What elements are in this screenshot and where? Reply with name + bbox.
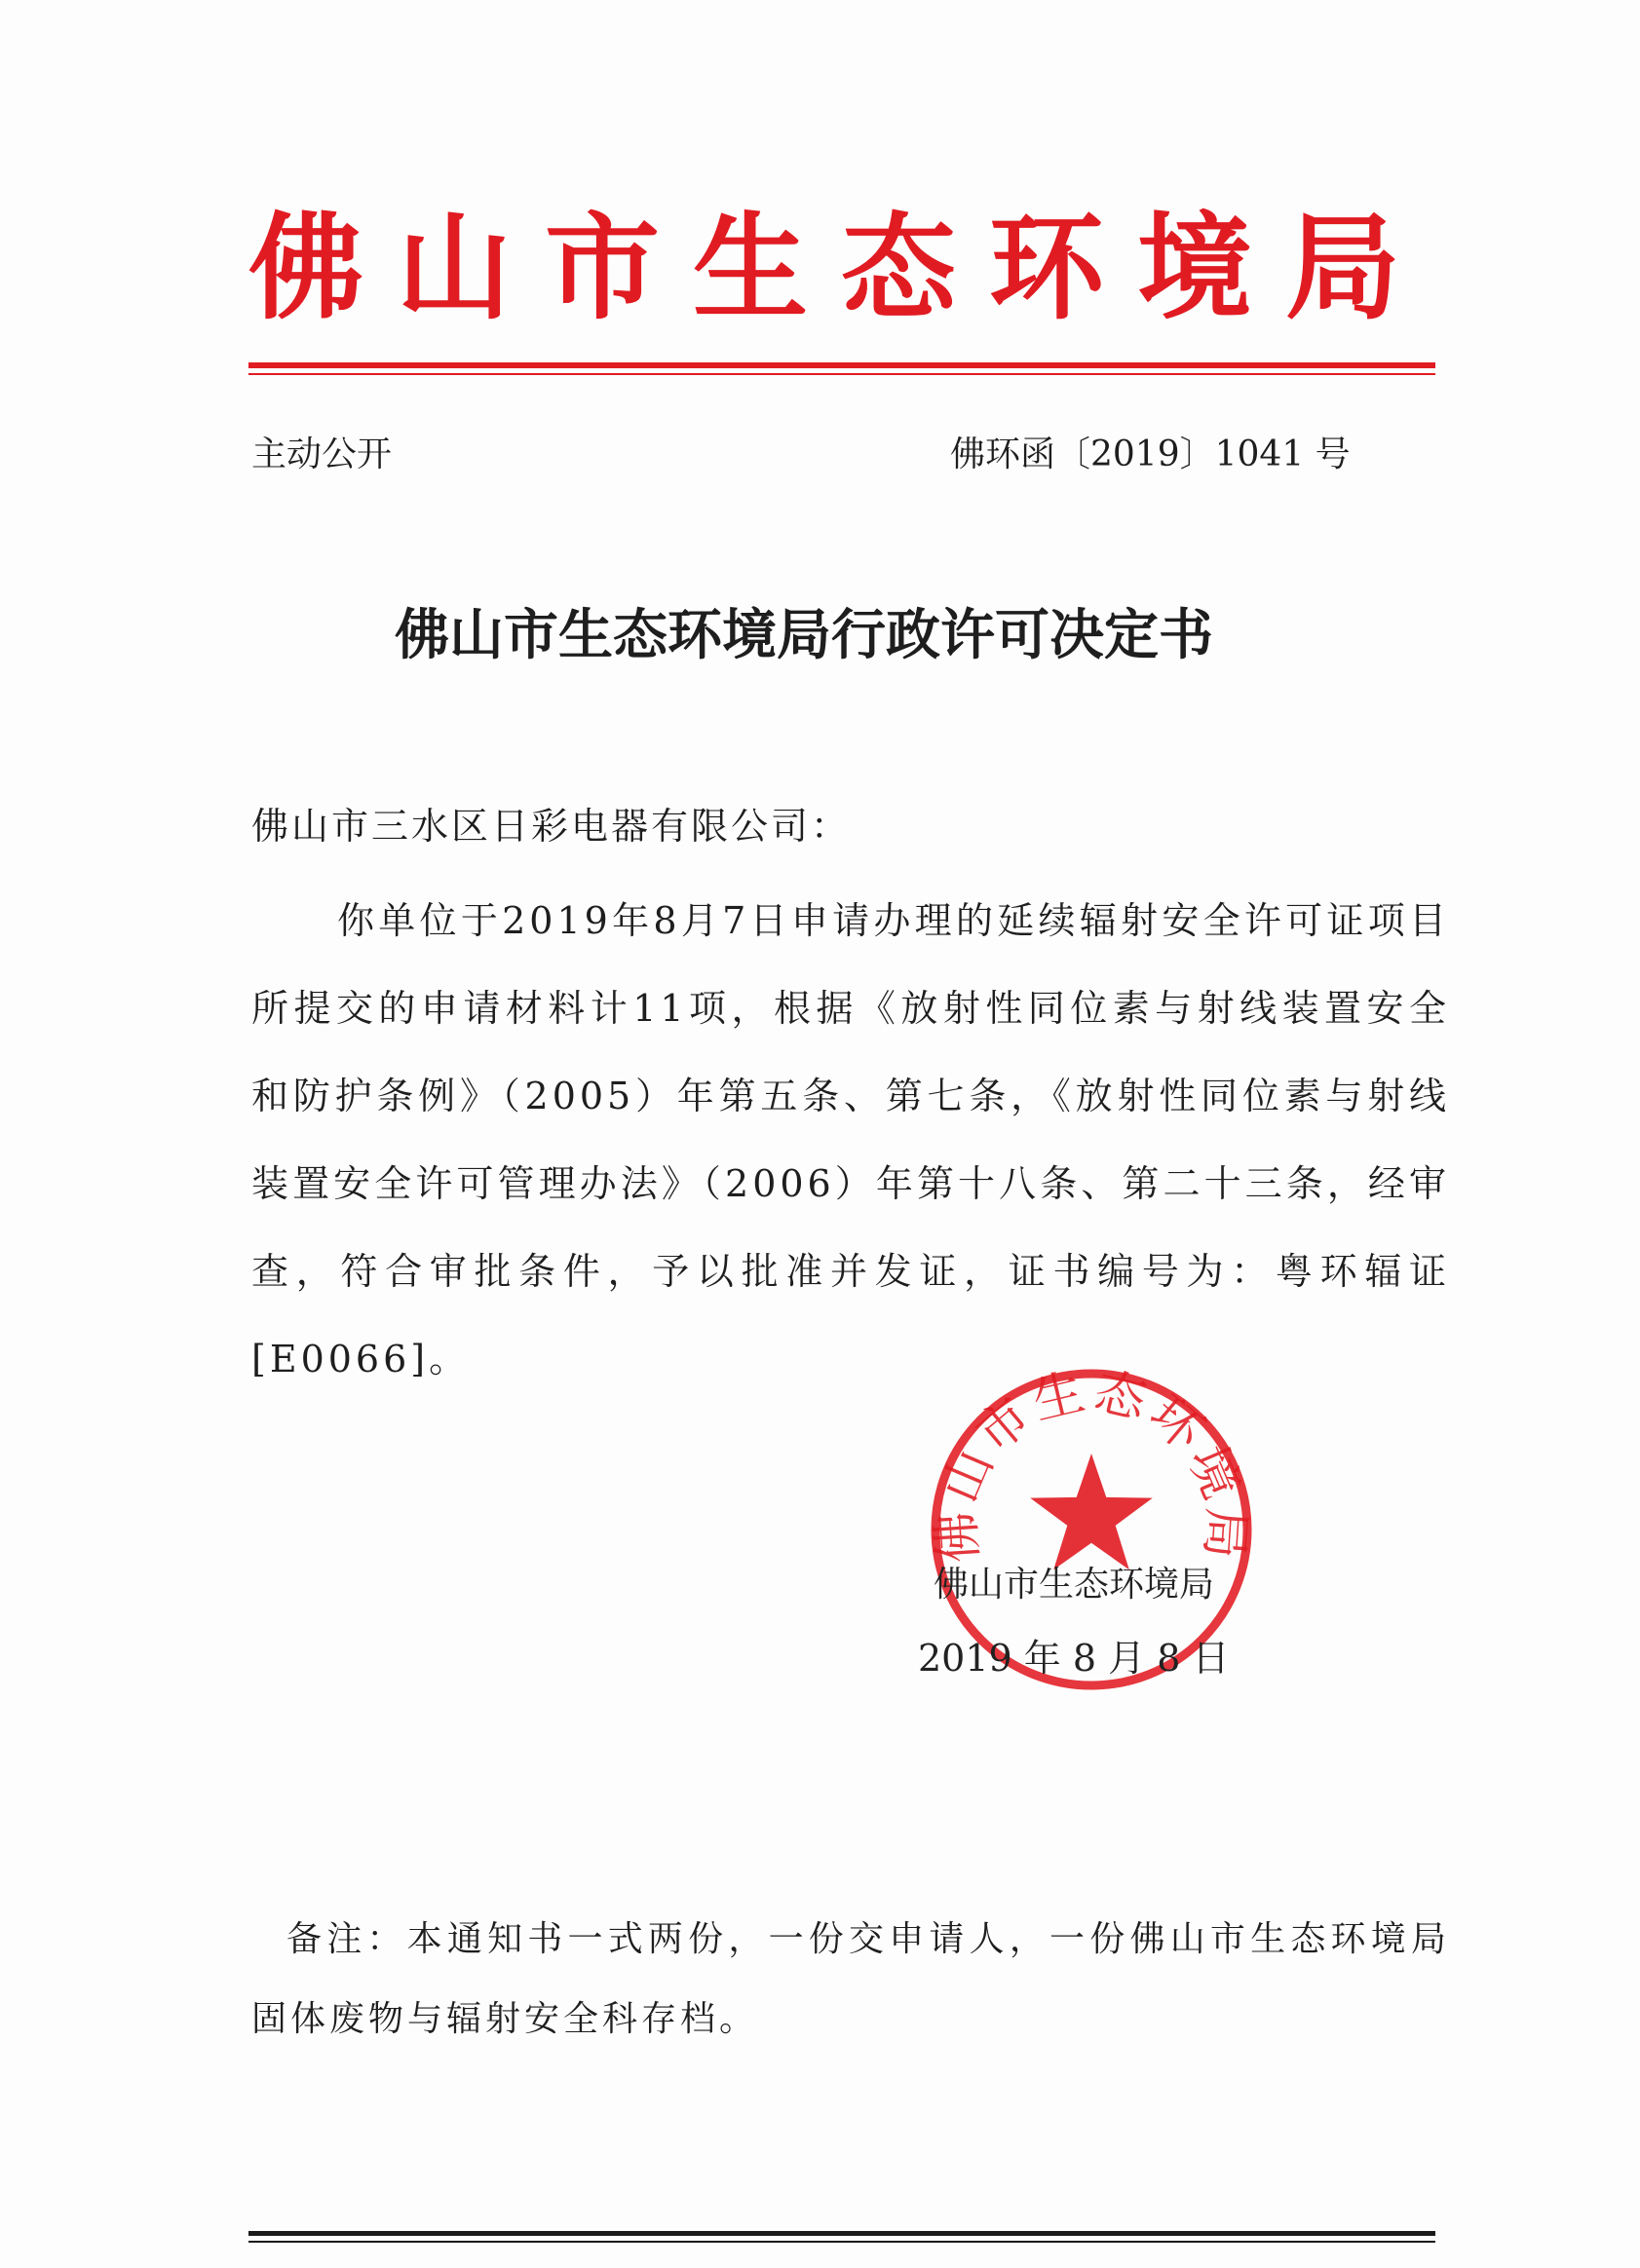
seal-star-icon <box>1030 1454 1153 1569</box>
signature-organization: 佛山市生态环境局 <box>934 1565 1215 1605</box>
footer-rule-thin <box>248 2241 1435 2243</box>
document-number: 佛环函〔2019〕1041 号 <box>950 435 1351 474</box>
addressee: 佛山市三水区日彩电器有限公司： <box>251 805 852 848</box>
body-paragraph: 你单位于2019年8月7日申请办理的延续辐射安全许可证项目所提交的申请材料计11项，根据《放射性同位素与射线装置安全和防护条例》（2005）年第五条、第七条，《放射性同位素与射线装置安全许可管理办法》（2006）年第十八条、第二十三条，经审查，符合审批条件，予以批准并发证，证书编号为：粤环辐证[E0066]。 <box>251 899 1450 1380</box>
note-paragraph: 备注：本通知书一式两份，一份交申请人，一份佛山市生态环境局固体废物与辐射安全科存档。 <box>251 1919 1450 2039</box>
letterhead-red-rule-thin <box>248 373 1435 375</box>
footer-rule <box>248 2231 1435 2236</box>
document-title: 佛山市生态环境局行政许可决定书 <box>395 603 1213 667</box>
signature-date: 2019 年 8 月 8 日 <box>918 1637 1230 1680</box>
letterhead-org-name: 佛山市生态环境局 <box>248 200 1434 335</box>
disclosure-label: 主动公开 <box>251 435 393 474</box>
letterhead-red-rule <box>248 362 1435 368</box>
seal-text: 佛山市生态环境局 <box>927 1364 1256 1565</box>
